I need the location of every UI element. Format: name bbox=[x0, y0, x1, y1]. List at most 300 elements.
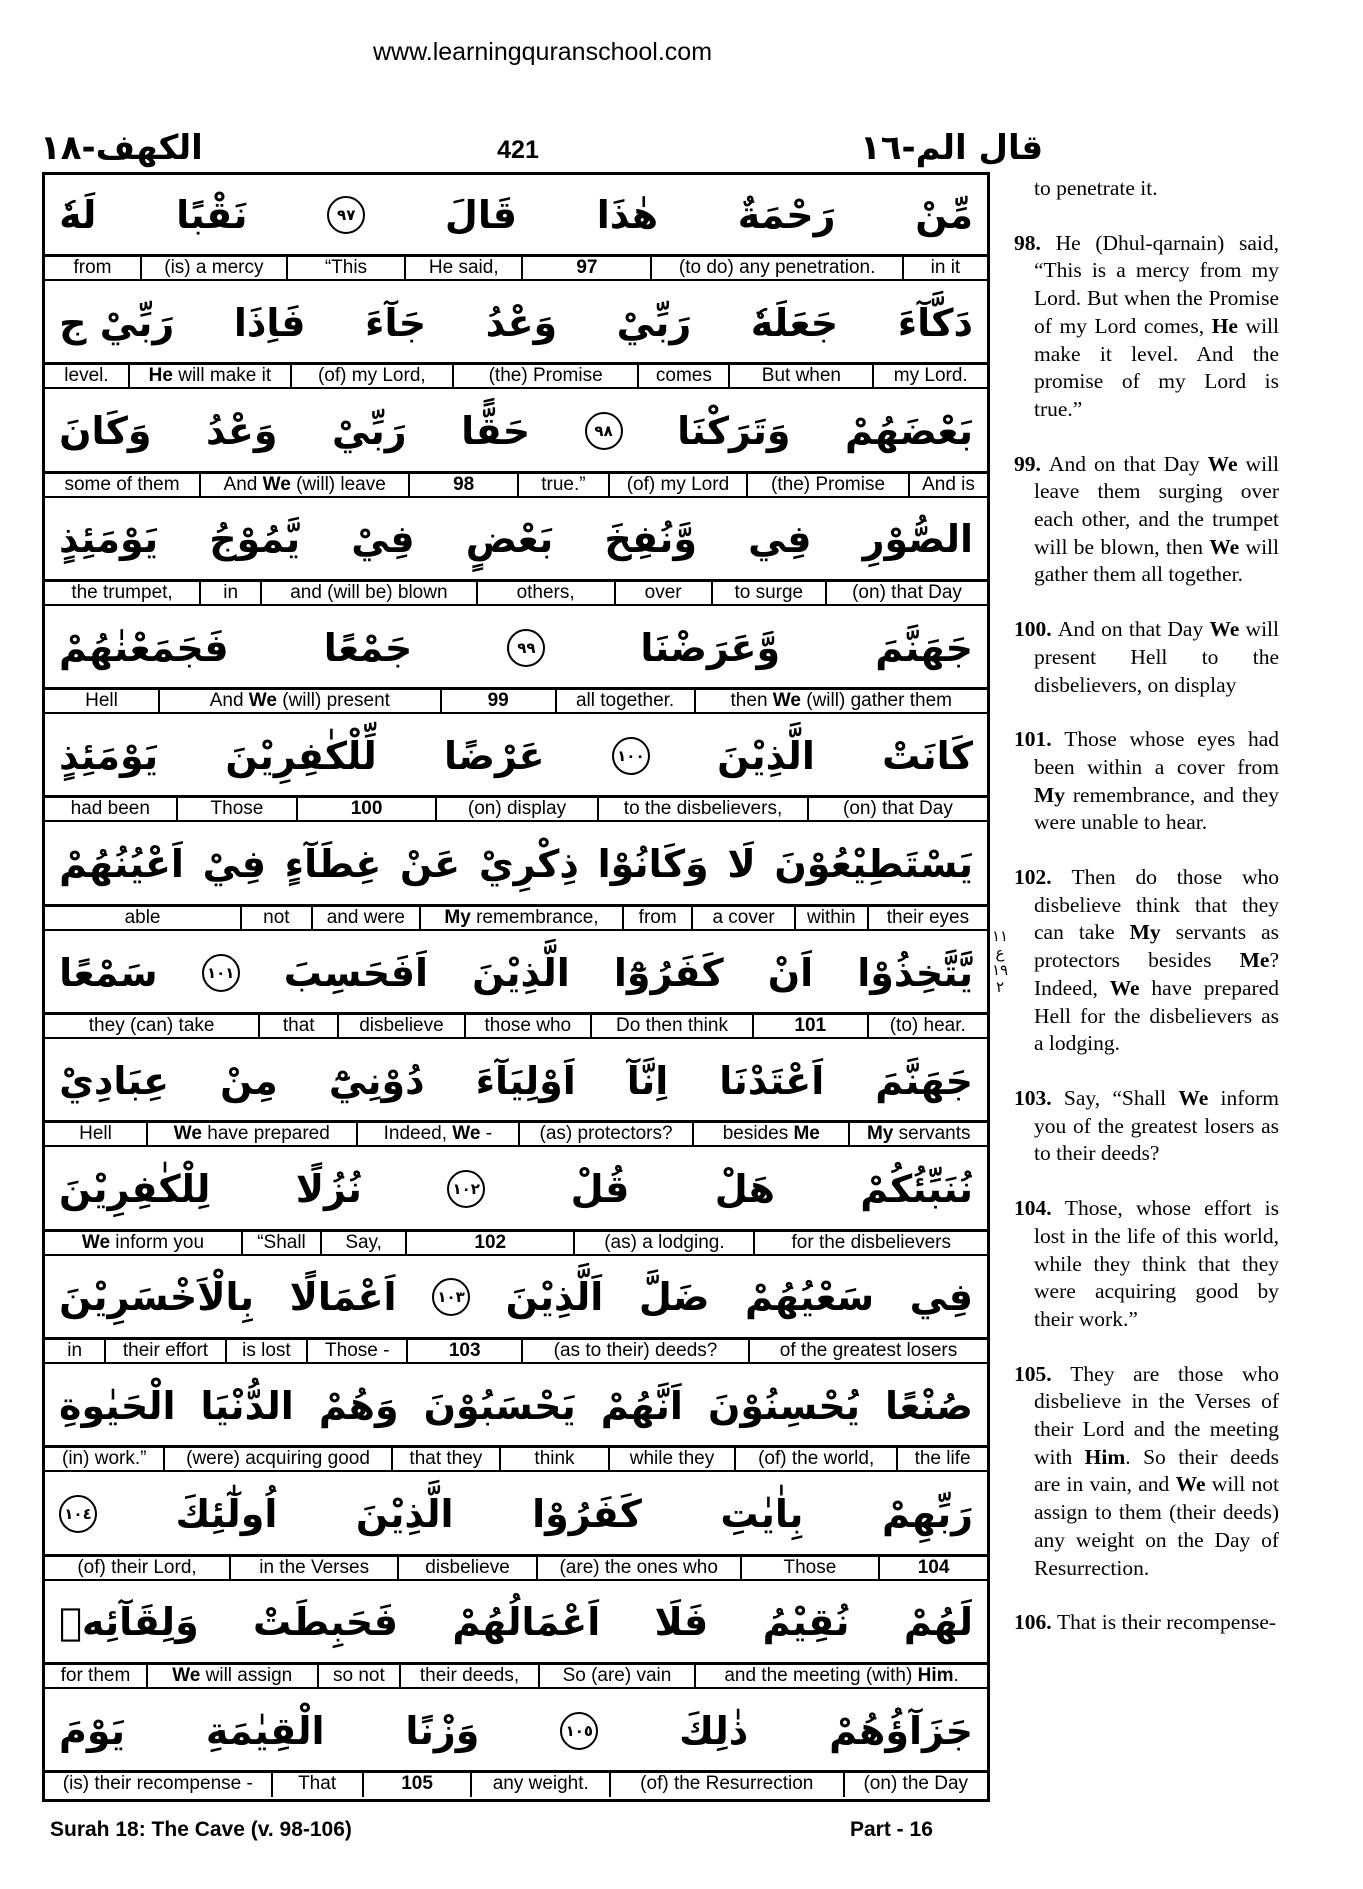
arabic-word: كَانَتْ bbox=[882, 733, 973, 778]
verse-number-cell bbox=[408, 1340, 523, 1362]
translation-cell bbox=[610, 474, 748, 496]
text: ? Indeed, bbox=[1034, 948, 1279, 1000]
text: 101 bbox=[794, 1015, 827, 1037]
text: to the disbelievers, bbox=[623, 798, 783, 820]
text: besides bbox=[722, 1123, 794, 1145]
text: Those - bbox=[325, 1339, 390, 1361]
emphasis: We bbox=[1109, 975, 1140, 1000]
ruku-text: ١١ bbox=[991, 927, 1009, 945]
translation-cell bbox=[421, 907, 624, 929]
arabic-word: وَكَانَ bbox=[59, 409, 152, 454]
translation-cell bbox=[260, 1015, 339, 1037]
arabic-line bbox=[45, 608, 987, 687]
text: that bbox=[282, 1015, 315, 1037]
text: 102 bbox=[474, 1231, 507, 1253]
translation-paragraph bbox=[1014, 864, 1279, 1058]
translation-cell bbox=[910, 474, 987, 496]
text: (to) hear. bbox=[889, 1015, 966, 1037]
text: And on that Day bbox=[1057, 617, 1210, 642]
english-line bbox=[45, 904, 987, 931]
text: and (will be) blown bbox=[290, 581, 448, 603]
arabic-word: الدُّنْيَا bbox=[200, 1383, 294, 1428]
arabic-word: دُوْنِيْٓ bbox=[328, 1058, 425, 1103]
arabic-line bbox=[45, 1583, 987, 1662]
arabic-word: جَمْعًا bbox=[323, 625, 413, 670]
arabic-word: يَوْمَئِذٍ bbox=[59, 733, 159, 778]
translation-cell bbox=[869, 1015, 987, 1037]
arabic-word: جَزَآؤُهُمْ bbox=[829, 1708, 973, 1753]
surah-header: الكهف-١٨ bbox=[40, 128, 203, 168]
verse-number-cell bbox=[523, 257, 652, 279]
arabic-line bbox=[45, 1150, 987, 1229]
translation-cell bbox=[454, 365, 640, 387]
text: 100 bbox=[350, 798, 383, 820]
translation-cell bbox=[796, 907, 869, 929]
ruku-text: ٢ bbox=[995, 978, 1005, 996]
emphasis: Him bbox=[917, 1664, 954, 1686]
text: my Lord. bbox=[893, 365, 968, 387]
emphasis: My bbox=[444, 906, 471, 928]
text: (will) gather them bbox=[800, 690, 952, 712]
text: the life bbox=[914, 1448, 971, 1470]
translation-cell bbox=[262, 582, 477, 604]
emphasis: We bbox=[262, 473, 291, 495]
emphasis: We bbox=[172, 1664, 201, 1686]
english-line bbox=[45, 1120, 987, 1147]
word-by-word-table bbox=[42, 172, 990, 1802]
arabic-line bbox=[45, 283, 987, 362]
text: They are those who disbelieve in the Verses of their Lord and the meeting with bbox=[1034, 1361, 1279, 1469]
text: He (Dhul-qarnain) said, “This is a mercy from my Lord. But when the Promise of my Lord comes, bbox=[1034, 230, 1279, 338]
verse-number-marker: ٩٧ bbox=[327, 196, 365, 234]
translation-cell bbox=[45, 690, 160, 712]
arabic-word: جَآءَ bbox=[365, 300, 427, 345]
text: for the disbelievers bbox=[791, 1231, 951, 1253]
arabic-word: مِنْ bbox=[220, 1058, 278, 1103]
emphasis: We bbox=[1209, 534, 1240, 559]
text: (of) the Resurrection bbox=[640, 1773, 814, 1795]
arabic-word: هٰذَا bbox=[596, 192, 659, 237]
arabic-word: سَمْعًا bbox=[59, 950, 158, 995]
arabic-word: دَكَّآءَ bbox=[897, 300, 973, 345]
arabic-word: فِي bbox=[909, 1275, 973, 1320]
translation-paragraph bbox=[1014, 1609, 1279, 1637]
translation-cell bbox=[520, 1123, 694, 1145]
text: (as) protectors? bbox=[539, 1123, 673, 1145]
translation-cell bbox=[273, 1773, 364, 1797]
text: . So their deeds are in vain, and bbox=[1034, 1444, 1279, 1497]
verse-row bbox=[45, 1041, 987, 1149]
translation-cell bbox=[201, 474, 410, 496]
arabic-line bbox=[45, 1475, 987, 1554]
text: “Shall bbox=[257, 1231, 306, 1253]
arabic-word: وَلِقَآئِهٖ bbox=[59, 1600, 199, 1645]
translation-cell bbox=[611, 1773, 845, 1797]
verse-number-cell bbox=[442, 690, 557, 712]
verse-number-cell bbox=[298, 798, 437, 820]
text: (the) Promise bbox=[771, 473, 886, 495]
ruku-text: ١٩ bbox=[991, 961, 1009, 979]
text: (is) a mercy bbox=[164, 257, 264, 278]
verse-row bbox=[45, 1150, 987, 1258]
text: to penetrate it. bbox=[1034, 176, 1158, 200]
text: remembrance, and they were unable to hear. bbox=[1034, 782, 1279, 835]
text: And bbox=[209, 690, 249, 712]
text: inform you bbox=[110, 1231, 205, 1253]
english-line bbox=[45, 1012, 987, 1039]
text: others, bbox=[516, 581, 575, 603]
text: Say, bbox=[345, 1231, 382, 1253]
arabic-word: نَقْبًا bbox=[176, 192, 248, 237]
translation-cell bbox=[540, 1665, 696, 1687]
emphasis: My bbox=[1034, 782, 1066, 807]
english-line bbox=[45, 1229, 987, 1256]
arabic-word: رَبِّهِمْ bbox=[881, 1492, 973, 1537]
text: Those bbox=[210, 798, 264, 820]
translation-paragraph bbox=[1014, 230, 1279, 424]
arabic-word: لَا bbox=[727, 842, 756, 887]
text: within bbox=[807, 906, 856, 928]
verse-number-marker: ٩٩ bbox=[507, 629, 545, 667]
verse-number-marker: ١٠٥ bbox=[560, 1712, 598, 1750]
text: inform you of the greatest losers as to their deeds? bbox=[1034, 1085, 1280, 1166]
translation-cell bbox=[322, 1232, 407, 1254]
text: servants as protectors besides bbox=[1034, 920, 1279, 973]
text: (are) the ones who bbox=[559, 1556, 718, 1578]
translation-cell bbox=[755, 1232, 987, 1254]
text: (of) my Lord, bbox=[317, 365, 426, 387]
verse-number: 98. bbox=[1014, 230, 1056, 255]
english-line bbox=[45, 471, 987, 498]
text: (is) their recompense - bbox=[62, 1773, 253, 1795]
translation-cell bbox=[869, 907, 987, 929]
translation-cell bbox=[227, 1340, 308, 1362]
text: Hell bbox=[85, 690, 118, 712]
translation-cell bbox=[201, 582, 262, 604]
emphasis: We bbox=[173, 1123, 202, 1145]
text: 105 bbox=[401, 1773, 433, 1795]
arabic-word: يَوْمَئِذٍ bbox=[59, 517, 159, 562]
verse-row bbox=[45, 608, 987, 716]
verse-row bbox=[45, 283, 987, 391]
arabic-word: اَلَّذِيْنَ bbox=[505, 1275, 604, 1320]
translation-cell bbox=[358, 1123, 520, 1145]
arabic-word: نُقِيْمُ bbox=[762, 1600, 850, 1645]
text: (on) that Day bbox=[852, 581, 962, 603]
translation-cell bbox=[639, 365, 730, 387]
translation-cell bbox=[575, 1232, 755, 1254]
translation-cell bbox=[713, 582, 828, 604]
verse-number: 104. bbox=[1014, 1196, 1065, 1221]
text: have prepared Hell for the disbelievers as a lodging. bbox=[1034, 975, 1279, 1056]
english-line bbox=[45, 795, 987, 822]
translation-cell bbox=[243, 1232, 322, 1254]
ruku-text: ع bbox=[995, 944, 1005, 962]
text: had been bbox=[70, 798, 150, 820]
text: servants bbox=[893, 1123, 971, 1145]
arabic-word: ضَلَّ bbox=[638, 1275, 710, 1320]
text: will make it bbox=[172, 365, 272, 387]
emphasis: We bbox=[1178, 1085, 1209, 1110]
arabic-word: صُنْعًا bbox=[885, 1383, 973, 1428]
arabic-word: وَعْدُ bbox=[205, 409, 278, 454]
translation-cell bbox=[599, 798, 809, 820]
translation-cell bbox=[519, 474, 610, 496]
translation-cell bbox=[308, 1340, 408, 1362]
text: 98 bbox=[453, 473, 475, 495]
text: But when bbox=[761, 365, 841, 387]
text: (in) work.” bbox=[62, 1448, 147, 1470]
translation-paragraph bbox=[1014, 1361, 1279, 1583]
arabic-word: فَجَمَعْنٰهُمْ bbox=[59, 625, 229, 670]
arabic-word: لِّلْكٰفِرِيْنَ bbox=[225, 733, 377, 778]
arabic-word: بِاٰيٰتِ bbox=[720, 1492, 804, 1537]
text: - bbox=[480, 1123, 493, 1145]
arabic-word: عِبَادِيْ bbox=[59, 1058, 170, 1103]
text: Those bbox=[783, 1556, 837, 1578]
translation-cell bbox=[401, 1665, 540, 1687]
english-line bbox=[45, 579, 987, 606]
arabic-word: فِيْ bbox=[351, 517, 415, 562]
text: And is bbox=[922, 473, 975, 495]
text: think bbox=[534, 1448, 575, 1470]
translation-cell bbox=[45, 798, 178, 820]
arabic-word: اَعْمَالُهُمْ bbox=[452, 1600, 601, 1645]
footer-part: Part - 16 bbox=[850, 1818, 933, 1841]
translation-cell bbox=[472, 1773, 611, 1797]
text: of the greatest losers bbox=[779, 1339, 958, 1361]
translation-cell bbox=[160, 690, 442, 712]
translation-cell bbox=[45, 474, 201, 496]
verse-row bbox=[45, 1366, 987, 1474]
translation-cell bbox=[523, 1340, 750, 1362]
text: and the meeting (with) bbox=[724, 1664, 918, 1686]
arabic-line bbox=[45, 500, 987, 579]
text: Those whose eyes had been within a cover from bbox=[1034, 727, 1280, 779]
page-number: 421 bbox=[497, 136, 539, 164]
text: from bbox=[638, 906, 677, 928]
arabic-word: نُنَبِّئُكُمْ bbox=[860, 1167, 973, 1212]
footer-surah: Surah 18: The Cave (v. 98-106) bbox=[50, 1818, 352, 1841]
translation-paragraph bbox=[1014, 175, 1279, 203]
emphasis: He bbox=[1211, 313, 1238, 338]
verse-number-marker: ١٠١ bbox=[202, 954, 240, 992]
translation-cell bbox=[736, 1448, 898, 1470]
text: will leave them surging over each other, and the trumpet will be blown, then bbox=[1034, 451, 1279, 559]
arabic-word: ذٰلِكَ bbox=[679, 1708, 749, 1753]
text: a cover bbox=[712, 906, 775, 928]
translation-cell bbox=[339, 1015, 465, 1037]
verse-number-cell bbox=[407, 1232, 575, 1254]
arabic-word: الَّذِيْنَ bbox=[717, 733, 815, 778]
arabic-word: لَهٗ bbox=[59, 192, 97, 237]
text: He said, bbox=[428, 257, 499, 278]
translation-cell bbox=[624, 907, 693, 929]
text: and were bbox=[326, 906, 405, 928]
translation-cell bbox=[845, 1773, 987, 1797]
arabic-line bbox=[45, 1041, 987, 1120]
translation-cell bbox=[557, 690, 696, 712]
verse-number-marker: ١٠٢ bbox=[447, 1170, 485, 1208]
arabic-word: اَنَّهُمْ bbox=[600, 1383, 683, 1428]
arabic-word: رَبِّيْ bbox=[616, 300, 692, 345]
translation-cell bbox=[45, 1448, 165, 1470]
arabic-word: غِطَآءٍ bbox=[284, 842, 382, 887]
arabic-word: سَعْيُهُمْ bbox=[744, 1275, 875, 1320]
arabic-word: الَّذِيْنَ bbox=[355, 1492, 454, 1537]
arabic-word: وَعْدُ bbox=[485, 300, 558, 345]
translation-cell bbox=[750, 1340, 987, 1362]
text: Say, “Shall bbox=[1063, 1085, 1179, 1110]
translation-cell bbox=[148, 1665, 319, 1687]
text: (as) a lodging. bbox=[604, 1231, 725, 1253]
verse-number: 101. bbox=[1014, 727, 1065, 752]
text: (were) acquiring good bbox=[186, 1448, 370, 1470]
text: remembrance, bbox=[470, 906, 599, 928]
emphasis: We bbox=[1175, 1472, 1206, 1497]
text: true.” bbox=[541, 473, 586, 495]
arabic-word: اِنَّآ bbox=[626, 1058, 669, 1103]
arabic-word: فِيْ bbox=[202, 842, 266, 887]
arabic-word: فَاِذَا bbox=[233, 300, 306, 345]
emphasis: My bbox=[1129, 920, 1161, 945]
english-line bbox=[45, 1662, 987, 1689]
text: (on) the Day bbox=[863, 1773, 969, 1795]
verse-row bbox=[45, 392, 987, 500]
arabic-word: لَهُمْ bbox=[903, 1600, 973, 1645]
text: will gather them all together. bbox=[1034, 534, 1279, 587]
arabic-word: جَهَنَّمَ bbox=[875, 1058, 973, 1103]
translation-cell bbox=[45, 1665, 148, 1687]
translation-cell bbox=[130, 365, 292, 387]
verse-number-cell bbox=[410, 474, 519, 496]
emphasis: Me bbox=[793, 1123, 820, 1145]
translation-cell bbox=[45, 257, 142, 279]
text: will present Hell to the disbelievers, on display bbox=[1034, 617, 1280, 697]
verse-number: 102. bbox=[1014, 865, 1072, 890]
ruku-marker bbox=[990, 928, 1010, 996]
verse-row bbox=[45, 500, 987, 608]
english-line bbox=[45, 687, 987, 714]
arabic-word: الَّذِيْنَ bbox=[472, 950, 570, 995]
text: Do then think bbox=[616, 1015, 728, 1037]
verse-row bbox=[45, 1691, 987, 1799]
text: And on that Day bbox=[1048, 451, 1208, 476]
translation-cell bbox=[393, 1448, 502, 1470]
arabic-line bbox=[45, 1691, 987, 1770]
arabic-word: وَتَرَكْنَا bbox=[677, 409, 791, 454]
english-line bbox=[45, 1770, 987, 1797]
english-line bbox=[45, 254, 987, 281]
text: those who bbox=[484, 1015, 572, 1037]
verse-number-cell bbox=[754, 1015, 869, 1037]
arabic-line bbox=[45, 825, 987, 904]
emphasis: We bbox=[1209, 617, 1240, 642]
arabic-word: اَعْتَدْنَا bbox=[719, 1058, 825, 1103]
arabic-word: يَّتَّخِذُوْا bbox=[857, 950, 973, 995]
translation-cell bbox=[478, 582, 616, 604]
emphasis: Me bbox=[1239, 948, 1270, 973]
arabic-word: وَهُمْ bbox=[318, 1383, 399, 1428]
arabic-word: وَزْنًا bbox=[405, 1708, 480, 1753]
english-line bbox=[45, 362, 987, 389]
arabic-word: كَفَرُوْٓا bbox=[613, 950, 724, 995]
text: (of) my Lord bbox=[626, 473, 730, 495]
text: will not assign to them (their deeds) any weight on the Day of Resurrection. bbox=[1034, 1472, 1280, 1580]
translation-cell bbox=[904, 257, 987, 279]
arabic-word: فِي bbox=[748, 517, 812, 562]
text: their eyes bbox=[886, 906, 970, 928]
translation-cell bbox=[610, 1448, 736, 1470]
text: will assign bbox=[200, 1664, 293, 1686]
arabic-word: الْقِيٰمَةِ bbox=[205, 1708, 325, 1753]
translation-paragraph bbox=[1014, 1195, 1279, 1334]
arabic-word: وَّعَرَضْنَا bbox=[640, 625, 781, 670]
text: 99 bbox=[487, 690, 509, 712]
text: any weight. bbox=[492, 1773, 589, 1795]
text: their effort bbox=[122, 1339, 209, 1361]
arabic-word: جَعَلَهٗ bbox=[750, 300, 839, 345]
translation-cell bbox=[437, 798, 599, 820]
arabic-word: اُولٰٓئِكَ bbox=[175, 1492, 278, 1537]
verse-row bbox=[45, 1475, 987, 1583]
text: 103 bbox=[448, 1339, 481, 1361]
text: in bbox=[67, 1339, 83, 1361]
text: (will) leave bbox=[290, 473, 386, 495]
text: “This bbox=[324, 257, 368, 278]
text: from bbox=[73, 257, 112, 278]
translation-paragraph bbox=[1014, 1085, 1279, 1168]
arabic-word: بَعْضَهُمْ bbox=[844, 409, 973, 454]
translation-cell bbox=[730, 365, 874, 387]
verse-number-marker: ١٠٣ bbox=[432, 1278, 470, 1316]
arabic-word: اَوْلِيَآءَ bbox=[475, 1058, 576, 1103]
translation-cell bbox=[45, 1773, 273, 1797]
text: (to do) any penetration. bbox=[678, 257, 876, 278]
arabic-word: فَحَبِطَتْ bbox=[253, 1600, 399, 1645]
text: able bbox=[124, 906, 161, 928]
english-line bbox=[45, 1554, 987, 1581]
verse-number-marker: ١٠٠ bbox=[612, 737, 650, 775]
arabic-word: اَعْمَالًا bbox=[289, 1275, 397, 1320]
translation-cell bbox=[652, 257, 903, 279]
text: the trumpet, bbox=[71, 581, 173, 603]
text: level. bbox=[64, 365, 109, 387]
translation-cell bbox=[288, 257, 406, 279]
text: to surge bbox=[734, 581, 804, 603]
verse-row bbox=[45, 825, 987, 933]
arabic-word: كَفَرُوْا bbox=[532, 1492, 642, 1537]
translation-cell bbox=[693, 907, 795, 929]
verse-number-cell bbox=[880, 1557, 987, 1579]
translation-cell bbox=[466, 1015, 592, 1037]
text: for them bbox=[60, 1664, 131, 1686]
translation-cell bbox=[501, 1448, 610, 1470]
text: so not bbox=[333, 1664, 385, 1686]
arabic-word: يَّمُوْجُ bbox=[209, 517, 301, 562]
translation-cell bbox=[319, 1665, 402, 1687]
arabic-line bbox=[45, 716, 987, 795]
verse-number: 100. bbox=[1014, 617, 1058, 642]
text: while they bbox=[629, 1448, 715, 1470]
text: So (are) vain bbox=[562, 1664, 672, 1686]
arabic-word: لِلْكٰفِرِيْنَ bbox=[59, 1167, 211, 1212]
arabic-word: عَنْ bbox=[399, 842, 461, 887]
emphasis: We bbox=[1207, 451, 1238, 476]
text: . bbox=[953, 1664, 959, 1686]
verse-row bbox=[45, 1258, 987, 1366]
translation-cell bbox=[45, 1232, 243, 1254]
